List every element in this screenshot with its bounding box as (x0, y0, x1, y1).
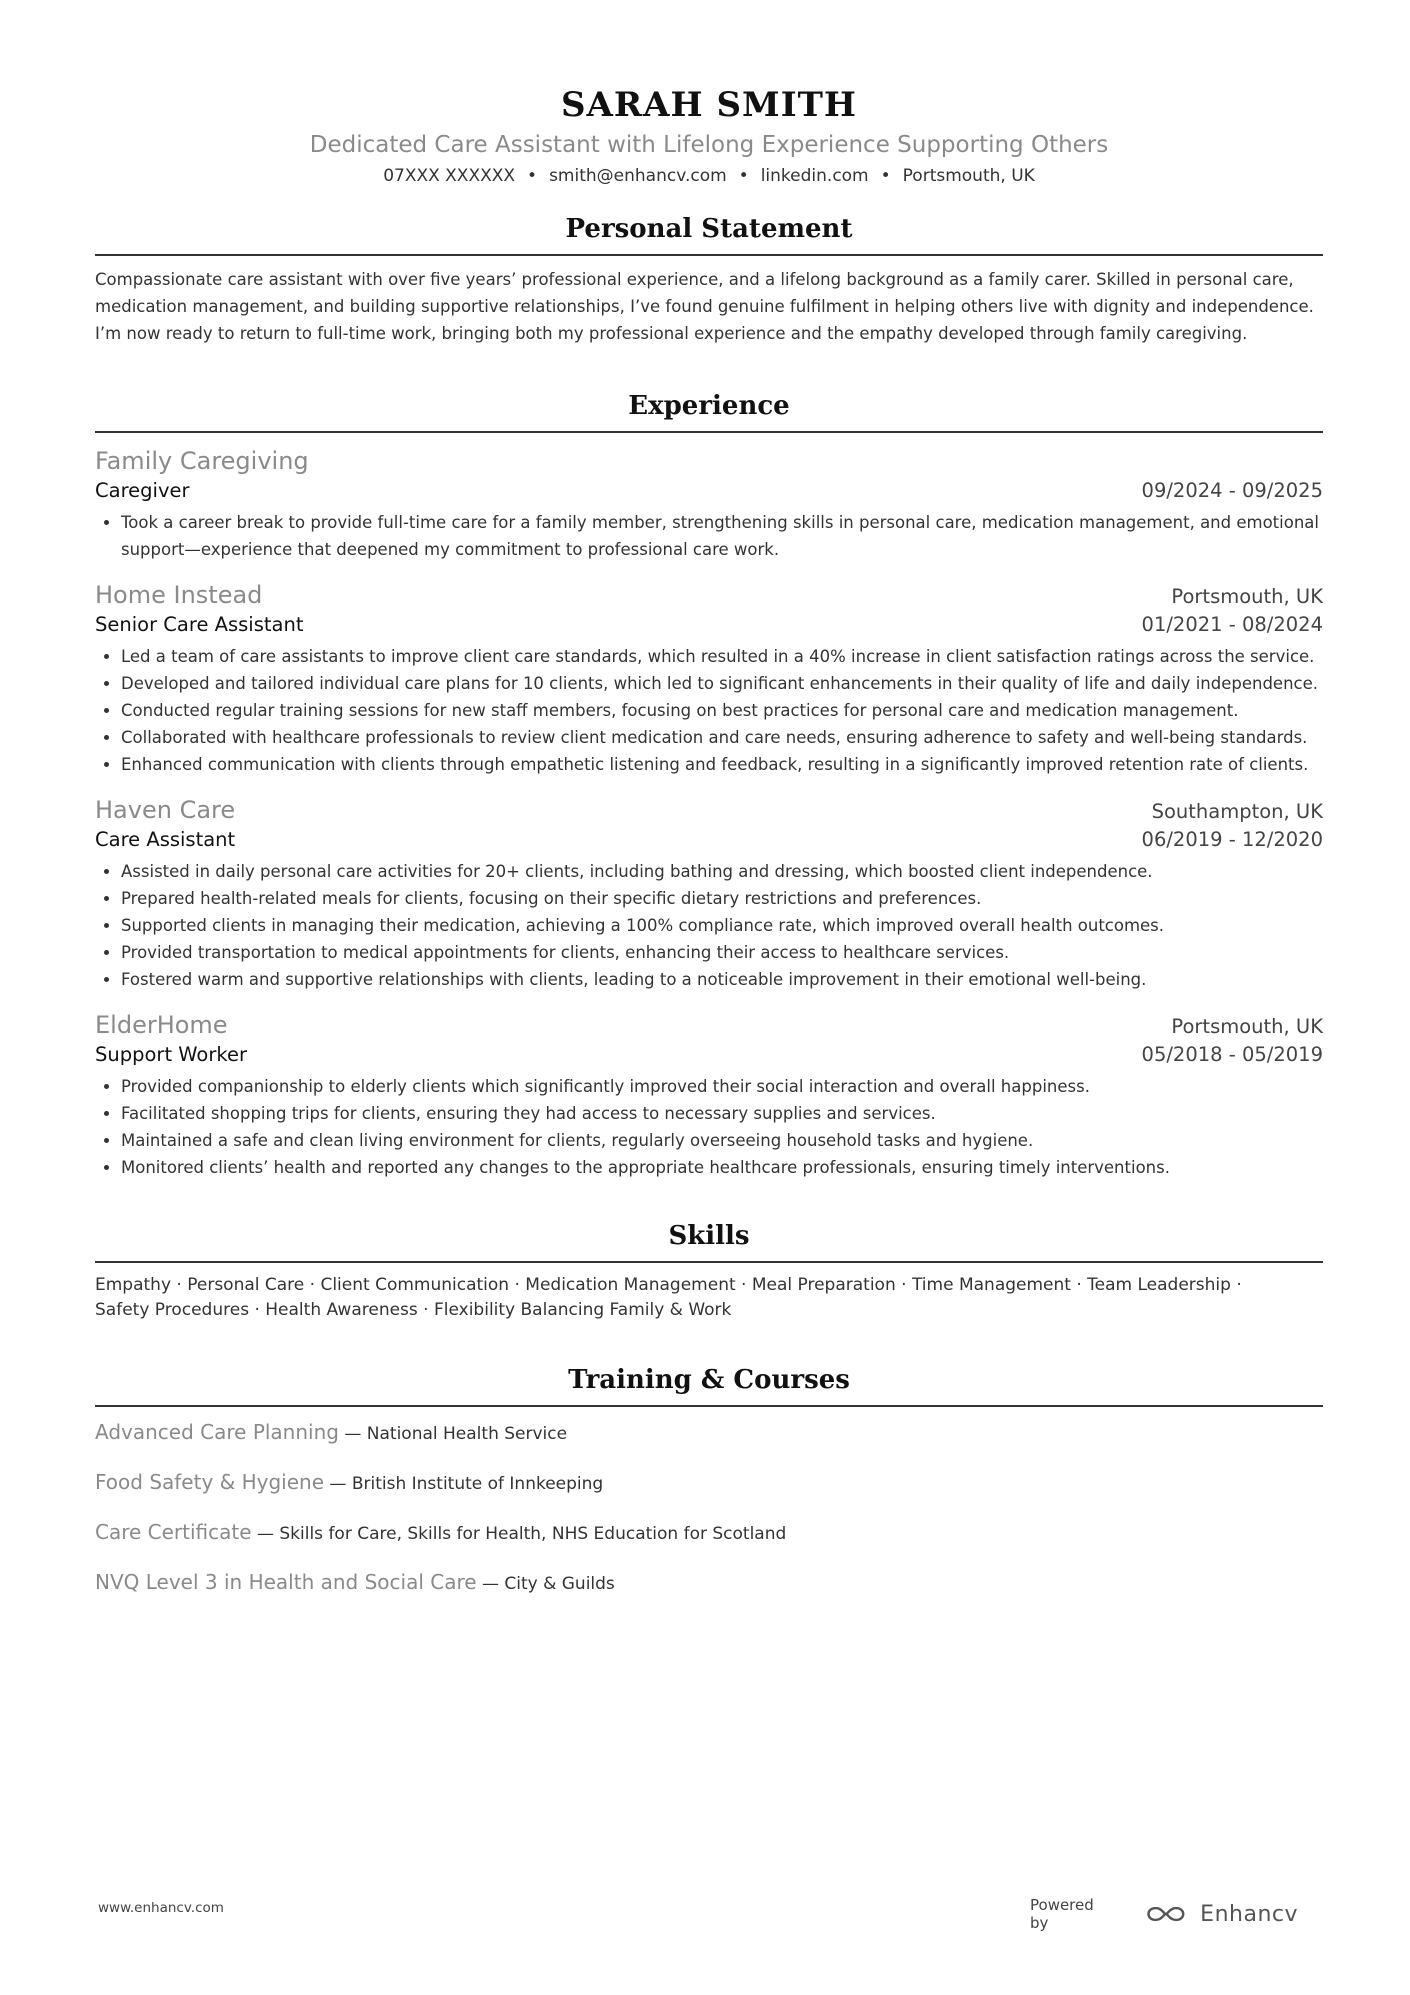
powered-by-badge[interactable] (1030, 1896, 1298, 1932)
course-provider: National Health Service (366, 1424, 568, 1444)
job-entry (95, 1009, 1323, 1181)
enhancv-logo-icon (1142, 1902, 1190, 1926)
job-dates: 05/2018 - 05/2019 (1141, 1043, 1323, 1066)
job-bullet: • Supported clients in managing their medication, achieving a 100% compliance rate, which improved overall health outcomes. (121, 912, 1323, 939)
course-entry (95, 1519, 1323, 1547)
job-location: Portsmouth, UK (1171, 1015, 1323, 1038)
course-provider: City & Guilds (504, 1574, 615, 1594)
course-dash: — (256, 1524, 274, 1544)
job-bullet: • Provided transportation to medical appointments for clients, enhancing their access to healthcare services. (121, 939, 1323, 966)
course-entry (95, 1569, 1323, 1597)
job-bullet: • Conducted regular training sessions for new staff members, focusing on best practices for personal care and medication management. (121, 697, 1323, 724)
section-title-training: Training & Courses (95, 1363, 1323, 1407)
contact-line (95, 164, 1323, 188)
personal-statement-section (95, 212, 1323, 347)
company-name: Haven Care (95, 796, 236, 824)
job-role: Caregiver (95, 479, 190, 502)
job-location: Portsmouth, UK (1171, 585, 1323, 608)
job-bullet: • Led a team of care assistants to improve client care standards, which resulted in a 40% increase in client satisfaction ratings across the service. (121, 643, 1323, 670)
contact-separator: • (527, 166, 538, 186)
skills-line: Safety Procedures · Health Awareness · Flexibility Balancing Family & Work (95, 1300, 732, 1320)
phone-number: 07XXX XXXXXX (383, 166, 516, 186)
footer-url-link[interactable]: www.enhancv.com (98, 1900, 224, 1916)
job-location: Southampton, UK (1151, 800, 1323, 823)
resume-page (95, 0, 1323, 1597)
training-section (95, 1363, 1323, 1597)
job-bullets (95, 1073, 1323, 1181)
job-role: Senior Care Assistant (95, 613, 304, 636)
job-bullet: • Developed and tailored individual care plans for 10 clients, which led to significant enhancements in their quality of life and daily independence. (121, 670, 1323, 697)
course-title: Advanced Care Planning (95, 1420, 339, 1444)
job-dates: 01/2021 - 08/2024 (1141, 613, 1323, 636)
candidate-headline: Dedicated Care Assistant with Lifelong Experience Supporting Others (309, 132, 1109, 158)
location: Portsmouth, UK (902, 166, 1035, 186)
linkedin-link[interactable]: linkedin.com (760, 166, 869, 186)
enhancv-brand: Enhancv (1200, 1901, 1298, 1927)
course-title: NVQ Level 3 in Health and Social Care (95, 1570, 477, 1594)
job-entry (95, 579, 1323, 778)
section-title-skills: Skills (95, 1219, 1323, 1263)
job-dates: 09/2024 - 09/2025 (1141, 479, 1323, 502)
section-title-experience: Experience (95, 389, 1323, 433)
job-bullet: • Provided companionship to elderly clients which significantly improved their social interaction and overall happiness. (121, 1073, 1323, 1100)
company-name: Family Caregiving (95, 447, 309, 475)
skills-line: Empathy · Personal Care · Client Communication · Medication Management · Meal Preparation · Time Management · Team Leadership · (95, 1275, 1242, 1295)
job-dates: 06/2019 - 12/2020 (1141, 828, 1323, 851)
job-bullet: • Maintained a safe and clean living environment for clients, regularly overseeing household tasks and hygiene. (121, 1127, 1323, 1154)
course-title: Care Certificate (95, 1520, 252, 1544)
skills-section (95, 1219, 1323, 1323)
job-bullet: • Fostered warm and supportive relationships with clients, leading to a noticeable improvement in their emotional well-being. (121, 966, 1323, 993)
course-entry (95, 1419, 1323, 1447)
course-title: Food Safety & Hygiene (95, 1470, 325, 1494)
job-bullets (95, 643, 1323, 778)
company-name: ElderHome (95, 1011, 228, 1039)
job-bullet: • Took a career break to provide full-time care for a family member, strengthening skills in personal care, medication management, and emotional support—experience that deepened my commitment to professional care work. (121, 509, 1323, 563)
email-link[interactable]: smith@enhancv.com (549, 166, 727, 186)
course-provider: British Institute of Innkeeping (351, 1474, 604, 1494)
job-bullet: • Monitored clients’ health and reported any changes to the appropriate healthcare professionals, ensuring timely interventions. (121, 1154, 1323, 1181)
job-role: Support Worker (95, 1043, 247, 1066)
candidate-name: SARAH SMITH (560, 85, 858, 125)
section-title-personal-statement: Personal Statement (95, 212, 1323, 256)
contact-separator: • (880, 166, 891, 186)
contact-separator: • (738, 166, 749, 186)
job-bullet: • Prepared health-related meals for clients, focusing on their specific dietary restrictions and preferences. (121, 885, 1323, 912)
job-entry (95, 445, 1323, 563)
job-bullet: • Facilitated shopping trips for clients, ensuring they had access to necessary supplies and services. (121, 1100, 1323, 1127)
course-entry (95, 1469, 1323, 1497)
job-bullet: • Enhanced communication with clients through empathetic listening and feedback, resulting in a significantly improved retention rate of clients. (121, 751, 1323, 778)
powered-by-label: Powered by (1030, 1896, 1094, 1932)
course-provider: Skills for Care, Skills for Health, NHS Education for Scotland (279, 1524, 787, 1544)
course-dash: — (344, 1424, 362, 1444)
skills-list (95, 1273, 1323, 1323)
course-dash: — (329, 1474, 347, 1494)
company-name: Home Instead (95, 581, 263, 609)
job-role: Care Assistant (95, 828, 236, 851)
experience-section (95, 389, 1323, 1181)
course-dash: — (481, 1574, 499, 1594)
job-bullets (95, 509, 1323, 563)
job-bullets (95, 858, 1323, 993)
job-bullet: • Collaborated with healthcare professionals to review client medication and care needs, ensuring adherence to safety and well-being standards. (121, 724, 1323, 751)
job-bullet: • Assisted in daily personal care activities for 20+ clients, including bathing and dressing, which boosted client independence. (121, 858, 1323, 885)
personal-statement-text: Compassionate care assistant with over five years’ professional experience, and a lifelong background as a family carer. Skilled in personal care, medication management, and building supportive relationships, I’ve found genuine fulfilment in helping others live with dignity and independence. I’m now ready to return to full-time work, bringing both my professional experience and the empathy developed through family caregiving. (95, 270, 1314, 343)
job-entry (95, 794, 1323, 993)
